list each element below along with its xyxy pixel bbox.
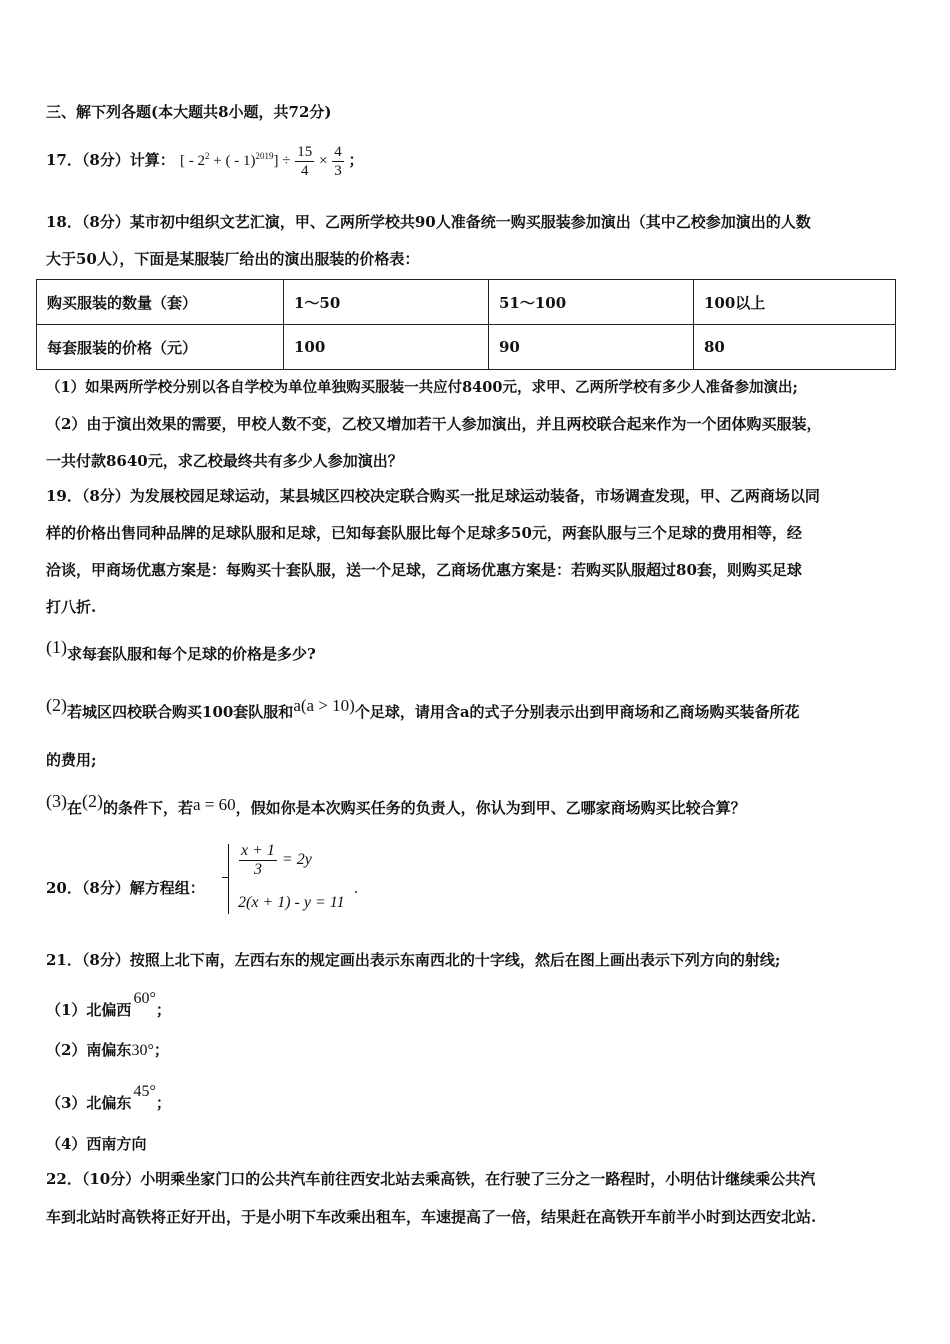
table-row: [37, 280, 896, 325]
q18-line-2: 大于50人），下面是某服装厂给出的演出服装的价格表：: [46, 250, 420, 268]
table-cell: 100: [284, 325, 489, 370]
q21-sub-3: （3）北偏东45°；: [46, 1083, 171, 1112]
q22-line-2: 车到北站时高铁将正好开出，于是小明下车改乘出租车，车速提高了一倍，结果赶在高铁开车前半小时到达西安北站.: [46, 1208, 817, 1226]
q18-sub-2-line-1: （2）由于演出效果的需要，甲校人数不变，乙校又增加若干人参加演出，并且两校联合起来作为一个团体购买服装，: [46, 415, 822, 433]
q18-line-1: 18．（8分）某市初中组织文艺汇演，甲、乙两所学校共90人准备统一购买服装参加演出（其中乙校参加演出的人数: [46, 213, 811, 231]
q19-line-2: 样的价格出售同种品牌的足球队服和足球，已知每套队服比每个足球多50元，两套队服与三个足球的费用相等，经: [46, 524, 802, 542]
q21-line-1: 21．（8分）按照上北下南，左西右东的规定画出表示东南西北的十字线，然后在图上画出表示下列方向的射线;: [46, 951, 781, 969]
q19-sub-2-line-2: 的费用;: [46, 751, 97, 769]
table-cell: 90: [489, 325, 694, 370]
q17-expression: [ - $2^2$ + ( - 1)$^{2019}$] ÷ $\frac{15}{4}$ × $\frac{4}{3}$: [180, 144, 342, 180]
table-row: [37, 325, 896, 370]
q20-equation-2: 2(x + 1) - y = 11: [238, 894, 345, 911]
q21-sub-1: （1）北偏西60°；: [46, 990, 171, 1019]
table-cell: 80: [694, 325, 896, 370]
q17-fraction-2: $\frac{4}{3}$: [334, 144, 342, 180]
q19-line-4: 打八折.: [46, 598, 97, 616]
table-cell: 51～100: [489, 280, 694, 325]
q17-label: 17．（8分）计算：: [46, 151, 175, 169]
q21-sub-4: （4）西南方向: [46, 1135, 147, 1153]
q17-fraction-1: $\frac{15}{4}$: [297, 144, 313, 180]
table-cell: 100以上: [694, 280, 896, 325]
q19-sub-1: (1)求每套队服和每个足球的价格是多少?: [46, 637, 316, 663]
q19-sub-2: (2)若城区四校联合购买100套队服和a(a > 10)个足球，请用含a的式子分别表示出到甲商场和乙商场购买装备所花: [46, 695, 800, 721]
q22-line-1: 22．（10分）小明乘坐家门口的公共汽车前往西安北站去乘高铁，在行驶了三分之一路程时，小明估计继续乘公共汽: [46, 1170, 816, 1188]
brace-icon: [228, 844, 237, 914]
table-cell: 每套服装的价格（元）: [37, 325, 284, 370]
q18-sub-2-line-2: 一共付款8640元，求乙校最终共有多少人参加演出？: [46, 452, 403, 470]
q18-sub-1: （1）如果两所学校分别以各自学校为单位单独购买服装一共应付8400元，求甲、乙两所学校有多少人准备参加演出;: [46, 379, 798, 396]
section-header: 三、解下列各题(本大题共8小题，共72分): [46, 103, 332, 121]
question-17: 17．（8分）计算： [ - $2^2$ + ( - 1)$^{2019}$] ÷ $\frac{15}{4}$ × $\frac{4}{3}$ ；: [46, 144, 364, 180]
q20-label: 20．（8分）解方程组：: [46, 879, 205, 897]
q21-sub-2: （2）南偏东30°；: [46, 1041, 169, 1059]
price-table: [36, 279, 896, 370]
table-cell: 购买服装的数量（套）: [37, 280, 284, 325]
q19-sub-3: (3)在(2)的条件下，若a = 60，假如你是本次购买任务的负责人，你认为到甲、乙哪家商场购买比较合算？: [46, 791, 746, 817]
table-cell: 1～50: [284, 280, 489, 325]
q19-line-3: 洽谈，甲商场优惠方案是：每购买十套队服，送一个足球，乙商场优惠方案是：若购买队服超过80套，则购买足球: [46, 561, 802, 579]
q19-line-1: 19．（8分）为发展校园足球运动，某县城区四校决定联合购买一批足球运动装备，市场调查发现，甲、乙两商场以同: [46, 487, 820, 505]
q20-equation-system: $\frac{x + 1}{3}$ = 2y 2(x + 1) - y = 11 .: [228, 842, 358, 918]
q20-equation-1: $\frac{x + 1}{3}$ = 2y: [241, 842, 312, 878]
